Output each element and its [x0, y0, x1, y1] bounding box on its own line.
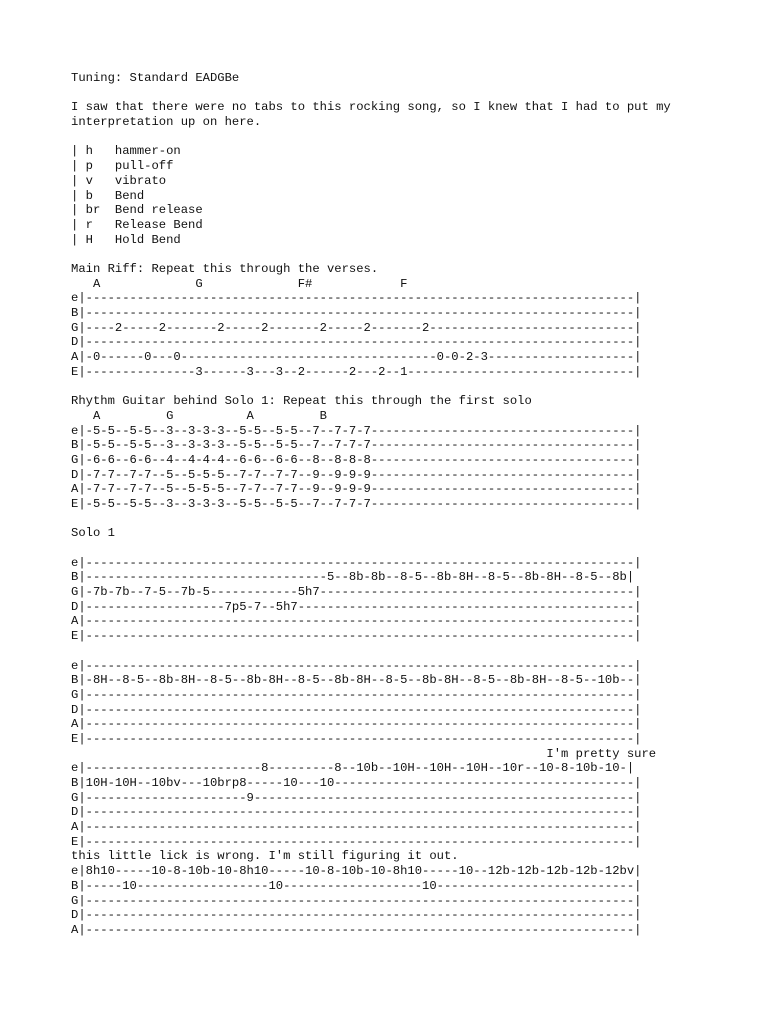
text-line: A|---------------------------------------------------------------------------|: [71, 922, 642, 937]
text-line: B|-8H--8-5--8b-8H--8-5--8b-8H--8-5--8b-8H--8-5--8b-8H--8-5--8b-8H--8-5--10b--|: [71, 673, 642, 688]
text-line: [71, 644, 671, 659]
text-line: [71, 247, 671, 262]
text-line: Rhythm Guitar behind Solo 1: Repeat this through the first solo: [71, 394, 532, 409]
text-line: Main Riff: Repeat this through the verses.: [71, 261, 379, 276]
text-line: A|---------------------------------------------------------------------------|: [71, 820, 642, 835]
text-line: A|---------------------------------------------------------------------------|: [71, 717, 642, 732]
tab-document: [71, 71, 671, 938]
text-line: | v vibrato: [71, 173, 167, 188]
text-line: | H Hold Bend: [71, 232, 181, 247]
text-line: e|---------------------------------------------------------------------------|: [71, 658, 642, 673]
text-line: E|---------------------------------------------------------------------------|: [71, 731, 642, 746]
text-line: E|---------------------------------------------------------------------------|: [71, 834, 642, 849]
text-line: [71, 130, 671, 145]
text-line: I'm pretty sure: [71, 746, 657, 761]
text-line: D|---------------------------------------------------------------------------|: [71, 805, 642, 820]
text-line: [71, 379, 671, 394]
text-line: e|------------------------8---------8--10b--10H--10H--10H--10r--10-8-10b-10-|: [71, 761, 635, 776]
text-line: this little lick is wrong. I'm still figuring it out.: [71, 849, 459, 864]
text-line: B|10H-10H--10bv---10brp8-----10---10-----------------------------------------|: [71, 776, 642, 790]
text-line: G|---------------------------------------------------------------------------|: [71, 687, 642, 702]
text-line: A G A B: [71, 408, 327, 423]
text-line: E|-5-5--5-5--3--3-3-3--5-5--5-5--7--7-7-7------------------------------------|: [71, 496, 642, 511]
text-line: interpretation up on here.: [71, 115, 262, 130]
text-line: | b Bend: [71, 188, 145, 203]
text-line: D|---------------------------------------------------------------------------|: [71, 335, 642, 350]
text-line: | h hammer-on: [71, 144, 181, 159]
text-line: D|-------------------7p5-7--5h7----------------------------------------------|: [71, 599, 642, 614]
text-line: e|8h10-----10-8-10b-10-8h10-----10-8-10b-10-8h10-----10--12b-12b-12b-12b-12bv|: [71, 864, 642, 879]
text-line: e|---------------------------------------------------------------------------|: [71, 291, 642, 306]
text-line: e|-5-5--5-5--3--3-3-3--5-5--5-5--7--7-7-7------------------------------------|: [71, 423, 642, 438]
text-line: [71, 512, 671, 527]
text-line: | p pull-off: [71, 159, 174, 174]
text-line: D|---------------------------------------------------------------------------|: [71, 908, 642, 923]
text-line: E|---------------------------------------------------------------------------|: [71, 629, 642, 644]
text-line: [71, 86, 671, 101]
text-line: B|-5-5--5-5--3--3-3-3--5-5--5-5--7--7-7-7------------------------------------|: [71, 438, 642, 453]
text-line: I saw that there were no tabs to this rocking song, so I knew that I had to put my: [71, 100, 671, 115]
text-line: G|---------------------------------------------------------------------------|: [71, 893, 642, 908]
text-line: G|-6-6--6-6--4--4-4-4--6-6--6-6--8--8-8-8------------------------------------|: [71, 452, 642, 467]
text-line: G|-7b-7b--7-5--7b-5------------5h7-------------------------------------------|: [71, 585, 642, 600]
text-line: D|---------------------------------------------------------------------------|: [71, 702, 642, 717]
text-line: G|----2-----2-------2-----2-------2-----2-------2----------------------------|: [71, 320, 642, 335]
text-line: | r Release Bend: [71, 217, 203, 232]
text-line: G|----------------------9----------------------------------------------------|: [71, 790, 642, 805]
text-line: B|---------------------------------------------------------------------------|: [71, 306, 642, 320]
text-line: [71, 541, 671, 556]
text-line: D|-7-7--7-7--5--5-5-5--7-7--7-7--9--9-9-9------------------------------------|: [71, 467, 642, 482]
text-line: A|-7-7--7-7--5--5-5-5--7-7--7-7--9--9-9-9------------------------------------|: [71, 482, 642, 497]
text-line: A|-0------0---0-----------------------------------0-0-2-3--------------------|: [71, 350, 642, 365]
text-line: e|---------------------------------------------------------------------------|: [71, 555, 642, 570]
text-line: A G F# F: [71, 276, 408, 291]
text-line: A|---------------------------------------------------------------------------|: [71, 614, 642, 629]
text-line: Tuning: Standard EADGBe: [71, 71, 240, 85]
text-line: E|---------------3------3---3--2------2---2--1-------------------------------|: [71, 364, 642, 379]
text-line: Solo 1: [71, 526, 115, 541]
text-line: B|---------------------------------5--8b-8b--8-5--8b-8H--8-5--8b-8H--8-5--8b|: [71, 570, 635, 585]
text-line: B|-----10------------------10-------------------10---------------------------|: [71, 878, 642, 893]
text-line: | br Bend release: [71, 203, 203, 218]
